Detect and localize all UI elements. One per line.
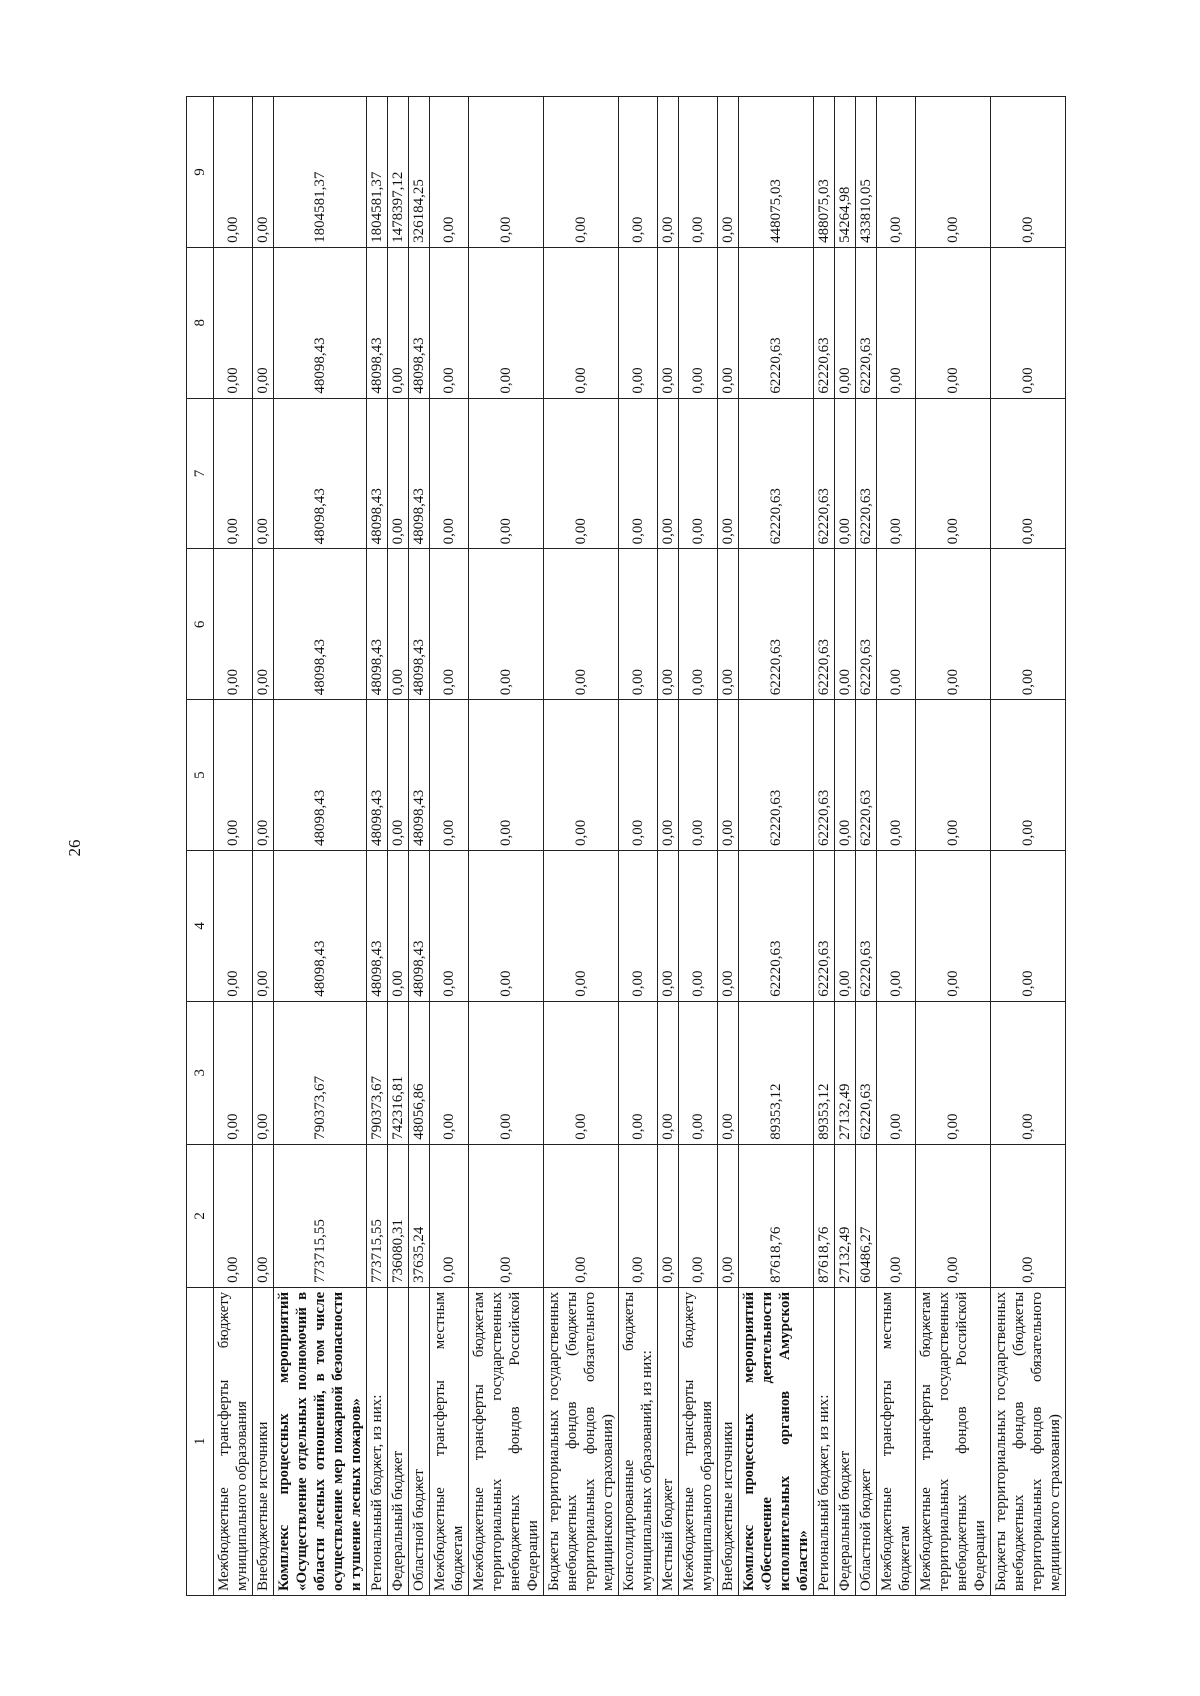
- row-label: Областной бюджет: [409, 1287, 430, 1595]
- table-cell-value: 0,00: [619, 97, 658, 248]
- table-cell-value: 37635,24: [409, 1144, 430, 1287]
- table-cell-value: 0,00: [916, 97, 991, 248]
- table-cell-value: 0,00: [835, 247, 856, 398]
- table-row: [814, 97, 835, 1596]
- table-cell-value: 0,00: [214, 247, 253, 398]
- row-label: Межбюджетные трансферты бюджетам территориальных государственных внебюджетных фондов Российской Федерации: [916, 1287, 991, 1595]
- table-cell-value: 62220,63: [739, 700, 814, 851]
- table-cell-value: 0,00: [718, 700, 739, 851]
- table-row: [409, 97, 430, 1596]
- column-header: 4: [187, 850, 214, 1001]
- page-number: 26: [65, 839, 84, 857]
- table-cell-value: 0,00: [718, 1001, 739, 1144]
- row-label: Федеральный бюджет: [388, 1287, 409, 1595]
- column-header: 9: [187, 97, 214, 248]
- table-cell-value: 54264,98: [835, 97, 856, 248]
- table-cell-value: 0,00: [544, 700, 619, 851]
- table-cell-value: 0,00: [991, 700, 1066, 851]
- table-cell-value: 0,00: [430, 1144, 469, 1287]
- table-cell-value: 0,00: [916, 1001, 991, 1144]
- table-cell-value: 0,00: [619, 398, 658, 549]
- column-header: 2: [187, 1144, 214, 1287]
- table-cell-value: 0,00: [619, 700, 658, 851]
- table-cell-value: 0,00: [991, 97, 1066, 248]
- table-cell-value: 0,00: [718, 97, 739, 248]
- table-cell-value: 0,00: [991, 1001, 1066, 1144]
- table-cell-value: 0,00: [388, 247, 409, 398]
- table-cell-value: 1804581,37: [367, 97, 388, 248]
- table-cell-value: 27132,49: [835, 1001, 856, 1144]
- table-cell-value: 62220,63: [814, 549, 835, 700]
- table-cell-value: 0,00: [718, 247, 739, 398]
- table-cell-value: 62220,63: [856, 398, 877, 549]
- table-cell-value: 0,00: [619, 1001, 658, 1144]
- table-cell-value: 0,00: [253, 549, 274, 700]
- table-cell-value: 0,00: [916, 700, 991, 851]
- table-cell-value: 48056,86: [409, 1001, 430, 1144]
- table-cell-value: 48098,43: [409, 549, 430, 700]
- column-header: 8: [187, 247, 214, 398]
- row-label: Бюджеты территориальных государственных внебюджетных фондов (бюджеты территориальных фондов обязательного медицинского страхования): [991, 1287, 1066, 1595]
- table-cell-value: 0,00: [430, 97, 469, 248]
- table-row: [619, 97, 658, 1596]
- table-cell-value: 62220,63: [856, 850, 877, 1001]
- table-cell-value: 0,00: [658, 97, 679, 248]
- table-cell-value: 62220,63: [856, 700, 877, 851]
- table-cell-value: 0,00: [877, 97, 916, 248]
- table-cell-value: 62220,63: [814, 247, 835, 398]
- table-cell-value: 433810,05: [856, 97, 877, 248]
- table-cell-value: 0,00: [214, 1144, 253, 1287]
- table-cell-value: 0,00: [991, 398, 1066, 549]
- table-cell-value: 87618,76: [739, 1144, 814, 1287]
- table-cell-value: 0,00: [430, 247, 469, 398]
- table-cell-value: 0,00: [253, 1144, 274, 1287]
- table-row: [214, 97, 253, 1596]
- table-cell-value: 0,00: [679, 247, 718, 398]
- table-cell-value: 48098,43: [367, 247, 388, 398]
- table-row: [739, 97, 814, 1596]
- table-row: [916, 97, 991, 1596]
- table-cell-value: 736080,31: [388, 1144, 409, 1287]
- table-row: [718, 97, 739, 1596]
- table-cell-value: 0,00: [916, 398, 991, 549]
- table-cell-value: 60486,27: [856, 1144, 877, 1287]
- table-row: [367, 97, 388, 1596]
- table-cell-value: 0,00: [544, 850, 619, 1001]
- table-cell-value: 0,00: [658, 1001, 679, 1144]
- table-cell-value: 0,00: [619, 247, 658, 398]
- table-cell-value: 0,00: [469, 850, 544, 1001]
- table-cell-value: 89353,12: [814, 1001, 835, 1144]
- table-cell-value: 0,00: [658, 398, 679, 549]
- table-cell-value: 0,00: [679, 700, 718, 851]
- table-cell-value: 48098,43: [409, 247, 430, 398]
- table-body: [214, 97, 1066, 1596]
- table-cell-value: 0,00: [544, 398, 619, 549]
- row-label: Комплекс процессных мероприятий «Обеспечение деятельности исполнительных органов Амурской области»: [739, 1287, 814, 1595]
- table-cell-value: 0,00: [991, 1144, 1066, 1287]
- table-cell-value: 0,00: [469, 247, 544, 398]
- column-header: 3: [187, 1001, 214, 1144]
- table-row: [544, 97, 619, 1596]
- table-cell-value: 0,00: [877, 549, 916, 700]
- column-header: 5: [187, 700, 214, 851]
- table-cell-value: 0,00: [253, 1001, 274, 1144]
- row-label: Региональный бюджет, из них:: [814, 1287, 835, 1595]
- table-cell-value: 0,00: [718, 850, 739, 1001]
- table-cell-value: 27132,49: [835, 1144, 856, 1287]
- table-cell-value: 62220,63: [856, 1001, 877, 1144]
- table-cell-value: 1478397,12: [388, 97, 409, 248]
- table-cell-value: 0,00: [718, 549, 739, 700]
- table-cell-value: 790373,67: [274, 1001, 367, 1144]
- table-cell-value: 0,00: [253, 97, 274, 248]
- table-cell-value: 0,00: [877, 700, 916, 851]
- table-cell-value: 0,00: [430, 1001, 469, 1144]
- table-cell-value: 48098,43: [274, 398, 367, 549]
- table-cell-value: 48098,43: [409, 398, 430, 549]
- row-label: Консолидированные бюджеты муниципальных образований, из них:: [619, 1287, 658, 1595]
- table-cell-value: 0,00: [619, 1144, 658, 1287]
- table-cell-value: 0,00: [469, 97, 544, 248]
- table-cell-value: 0,00: [430, 700, 469, 851]
- table-cell-value: 0,00: [916, 549, 991, 700]
- table-cell-value: 0,00: [544, 549, 619, 700]
- table-row: [991, 97, 1066, 1596]
- table-cell-value: 48098,43: [274, 700, 367, 851]
- column-header: 7: [187, 398, 214, 549]
- table-cell-value: 0,00: [214, 1001, 253, 1144]
- table-cell-value: 0,00: [679, 850, 718, 1001]
- table-cell-value: 48098,43: [367, 700, 388, 851]
- table-cell-value: 0,00: [214, 700, 253, 851]
- table-row: [658, 97, 679, 1596]
- table-cell-value: 62220,63: [814, 850, 835, 1001]
- table-cell-value: 62220,63: [814, 398, 835, 549]
- row-label: Бюджеты территориальных государственных внебюджетных фондов (бюджеты территориальных фондов обязательного медицинского страхования): [544, 1287, 619, 1595]
- table-cell-value: 0,00: [619, 549, 658, 700]
- table-cell-value: 488075,03: [814, 97, 835, 248]
- table-row: [835, 97, 856, 1596]
- table-cell-value: 0,00: [679, 549, 718, 700]
- table-cell-value: 773715,55: [274, 1144, 367, 1287]
- table-cell-value: 62220,63: [856, 549, 877, 700]
- table-cell-value: 62220,63: [814, 700, 835, 851]
- table-cell-value: 0,00: [718, 1144, 739, 1287]
- table-cell-value: 0,00: [916, 247, 991, 398]
- table-row: [469, 97, 544, 1596]
- table-cell-value: 448075,03: [739, 97, 814, 248]
- table-cell-value: 742316,81: [388, 1001, 409, 1144]
- table-row: [253, 97, 274, 1596]
- table-row: [388, 97, 409, 1596]
- table-cell-value: 0,00: [544, 1144, 619, 1287]
- table-cell-value: 773715,55: [367, 1144, 388, 1287]
- table-row: [274, 97, 367, 1596]
- table-cell-value: 0,00: [679, 1001, 718, 1144]
- row-label: Межбюджетные трансферты местным бюджетам: [877, 1287, 916, 1595]
- row-label: Межбюджетные трансферты бюджетам территориальных государственных внебюджетных фондов Российской Федерации: [469, 1287, 544, 1595]
- table-cell-value: 0,00: [253, 398, 274, 549]
- table-cell-value: 0,00: [877, 247, 916, 398]
- table-cell-value: 0,00: [469, 549, 544, 700]
- table-cell-value: 89353,12: [739, 1001, 814, 1144]
- table-cell-value: 48098,43: [409, 700, 430, 851]
- table-cell-value: 48098,43: [274, 247, 367, 398]
- table-cell-value: 0,00: [658, 1144, 679, 1287]
- table-cell-value: 0,00: [877, 398, 916, 549]
- table-row: [679, 97, 718, 1596]
- table-cell-value: 0,00: [388, 398, 409, 549]
- table-cell-value: 0,00: [835, 850, 856, 1001]
- table-cell-value: 0,00: [253, 247, 274, 398]
- table-cell-value: 0,00: [430, 398, 469, 549]
- table-cell-value: 0,00: [679, 97, 718, 248]
- table-cell-value: 0,00: [544, 247, 619, 398]
- table-cell-value: 48098,43: [367, 398, 388, 549]
- table-cell-value: 0,00: [619, 850, 658, 1001]
- table-cell-value: 0,00: [916, 850, 991, 1001]
- table-cell-value: 0,00: [835, 700, 856, 851]
- table-cell-value: 0,00: [469, 1001, 544, 1144]
- table-cell-value: 0,00: [991, 549, 1066, 700]
- row-label: Комплекс процессных мероприятий «Осуществление отдельных полномочий в области лесных отношений, в том числе осуществление мер пожарной безопасности и тушение лесных пожаров»: [274, 1287, 367, 1595]
- table-cell-value: 0,00: [718, 398, 739, 549]
- table-cell-value: 0,00: [835, 398, 856, 549]
- row-label: Областной бюджет: [856, 1287, 877, 1595]
- table-cell-value: 0,00: [214, 850, 253, 1001]
- table-cell-value: 0,00: [877, 850, 916, 1001]
- table-row: [856, 97, 877, 1596]
- table-cell-value: 0,00: [469, 700, 544, 851]
- column-header: 6: [187, 549, 214, 700]
- table-cell-value: 0,00: [658, 700, 679, 851]
- table-cell-value: 0,00: [388, 850, 409, 1001]
- table-cell-value: 0,00: [658, 549, 679, 700]
- table-cell-value: 48098,43: [367, 850, 388, 1001]
- row-label: Региональный бюджет, из них:: [367, 1287, 388, 1595]
- table-cell-value: 1804581,37: [274, 97, 367, 248]
- table-cell-value: 0,00: [214, 549, 253, 700]
- table-cell-value: 0,00: [658, 247, 679, 398]
- table-cell-value: 0,00: [877, 1144, 916, 1287]
- table-cell-value: 48098,43: [367, 549, 388, 700]
- table-cell-value: 0,00: [469, 398, 544, 549]
- row-label: Межбюджетные трансферты местным бюджетам: [430, 1287, 469, 1595]
- table-row: [877, 97, 916, 1596]
- table-header-row: [187, 97, 214, 1596]
- table-cell-value: 0,00: [544, 1001, 619, 1144]
- table-cell-value: 62220,63: [739, 549, 814, 700]
- table-row: [430, 97, 469, 1596]
- table-cell-value: 0,00: [679, 1144, 718, 1287]
- table-cell-value: 0,00: [835, 549, 856, 700]
- column-header: 1: [187, 1287, 214, 1595]
- row-label: Внебюджетные источники: [718, 1287, 739, 1595]
- table-cell-value: 62220,63: [739, 398, 814, 549]
- table-cell-value: 0,00: [658, 850, 679, 1001]
- table-cell-value: 62220,63: [739, 850, 814, 1001]
- rotated-page-content: [186, 96, 1066, 1596]
- table-cell-value: 0,00: [253, 850, 274, 1001]
- table-cell-value: 0,00: [469, 1144, 544, 1287]
- table-cell-value: 0,00: [388, 700, 409, 851]
- table-cell-value: 0,00: [544, 97, 619, 248]
- table-cell-value: 0,00: [214, 97, 253, 248]
- table-cell-value: 0,00: [679, 398, 718, 549]
- table-cell-value: 790373,67: [367, 1001, 388, 1144]
- table-cell-value: 0,00: [877, 1001, 916, 1144]
- table-cell-value: 0,00: [430, 549, 469, 700]
- row-label: Межбюджетные трансферты бюджету муниципального образования: [679, 1287, 718, 1595]
- table-cell-value: 48098,43: [274, 549, 367, 700]
- table-cell-value: 87618,76: [814, 1144, 835, 1287]
- table-cell-value: 0,00: [388, 549, 409, 700]
- table-cell-value: 62220,63: [739, 247, 814, 398]
- table-cell-value: 0,00: [253, 700, 274, 851]
- table-cell-value: 326184,25: [409, 97, 430, 248]
- row-label: Внебюджетные источники: [253, 1287, 274, 1595]
- row-label: Федеральный бюджет: [835, 1287, 856, 1595]
- table-cell-value: 48098,43: [409, 850, 430, 1001]
- budget-table: [186, 96, 1066, 1596]
- table-cell-value: 0,00: [214, 398, 253, 549]
- table-cell-value: 0,00: [991, 850, 1066, 1001]
- table-cell-value: 0,00: [430, 850, 469, 1001]
- table-cell-value: 48098,43: [274, 850, 367, 1001]
- table-cell-value: 62220,63: [856, 247, 877, 398]
- table-cell-value: 0,00: [991, 247, 1066, 398]
- table-cell-value: 0,00: [916, 1144, 991, 1287]
- row-label: Межбюджетные трансферты бюджету муниципального образования: [214, 1287, 253, 1595]
- row-label: Местный бюджет: [658, 1287, 679, 1595]
